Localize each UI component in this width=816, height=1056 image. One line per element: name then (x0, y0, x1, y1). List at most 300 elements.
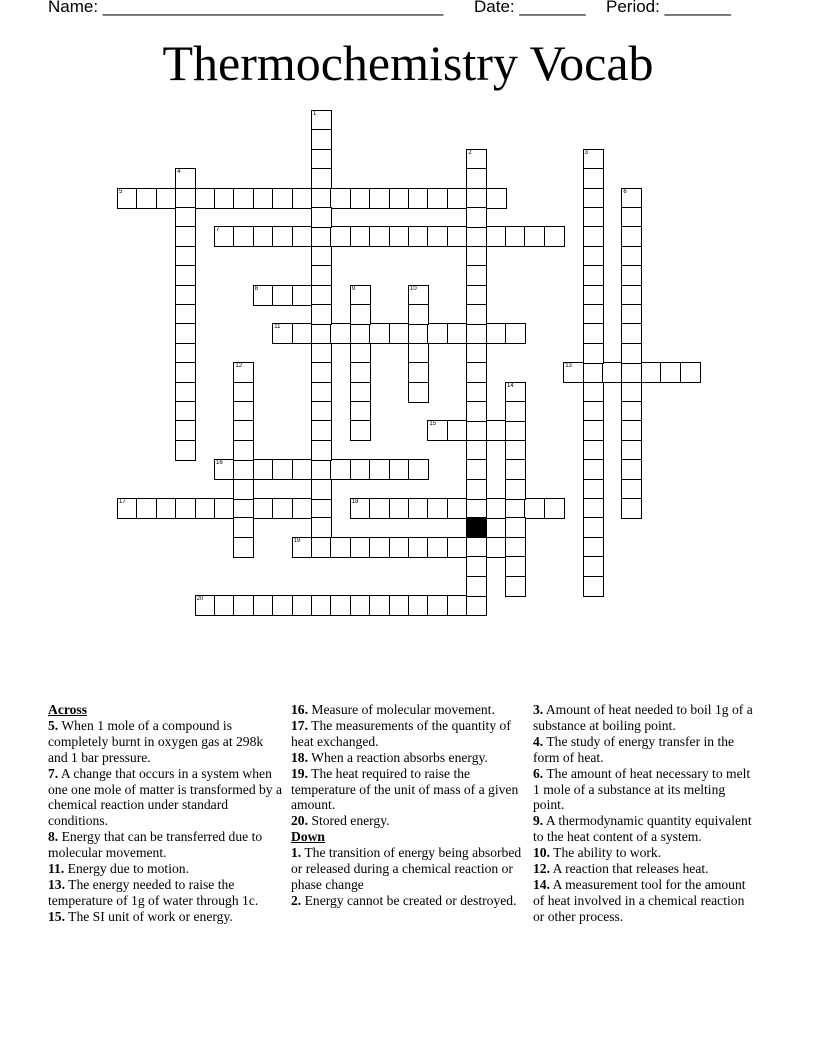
crossword-cell[interactable] (447, 420, 468, 441)
crossword-cell[interactable] (505, 401, 526, 422)
clue-text: Energy cannot be created or destroyed. (301, 892, 517, 908)
crossword-cell[interactable] (175, 343, 196, 364)
crossword-cell[interactable] (602, 362, 623, 383)
crossword-cell[interactable] (350, 498, 371, 519)
crossword-cell[interactable] (233, 401, 254, 422)
crossword-cell[interactable] (408, 382, 429, 403)
crossword-cell[interactable] (466, 246, 487, 267)
crossword-cell[interactable] (466, 188, 487, 209)
crossword-cell[interactable] (583, 498, 604, 519)
crossword-cell[interactable] (350, 420, 371, 441)
crossword-cell[interactable] (486, 188, 507, 209)
crossword-cell[interactable] (253, 226, 274, 247)
crossword-cell[interactable] (311, 226, 332, 247)
crossword-cell[interactable] (505, 479, 526, 500)
crossword-cell[interactable] (389, 188, 410, 209)
crossword-cell[interactable] (505, 459, 526, 480)
crossword-cell[interactable] (408, 323, 429, 344)
crossword-cell[interactable] (350, 537, 371, 558)
crossword-cell[interactable] (311, 479, 332, 500)
crossword-cell[interactable] (175, 304, 196, 325)
crossword-cell[interactable] (524, 498, 545, 519)
crossword-cell[interactable] (272, 226, 293, 247)
crossword-cell[interactable] (466, 149, 487, 170)
clue-number-label: 20 (196, 596, 204, 602)
crossword-cell[interactable] (466, 459, 487, 480)
clue-number: 17. (291, 717, 308, 733)
name-field-label: Name: ____________________________________ (48, 0, 444, 16)
clue-item (291, 845, 523, 893)
crossword-cell[interactable] (621, 323, 642, 344)
crossword-cell[interactable] (369, 188, 390, 209)
crossword-cell[interactable] (641, 362, 662, 383)
crossword-cell[interactable] (195, 595, 216, 616)
crossword-cell[interactable] (544, 498, 565, 519)
crossword-cell[interactable] (272, 498, 293, 519)
crossword-cell[interactable] (621, 459, 642, 480)
crossword-cell[interactable] (486, 323, 507, 344)
crossword-cell[interactable] (583, 420, 604, 441)
crossword-cell[interactable] (583, 246, 604, 267)
crossword-cell[interactable] (311, 265, 332, 286)
clue-number-label: 1 (313, 111, 317, 117)
crossword-cell[interactable] (233, 479, 254, 500)
crossword-cell[interactable] (408, 537, 429, 558)
clue-number-label: 9 (351, 285, 356, 292)
crossword-cell[interactable] (311, 382, 332, 403)
crossword-cell[interactable] (369, 595, 390, 616)
crossword-cell[interactable] (505, 440, 526, 461)
clue-number-label: 13 (565, 363, 572, 370)
clue-text: The heat required to raise the temperature of the unit of mass of a given amount. (291, 765, 519, 813)
crossword-cell[interactable] (466, 285, 487, 306)
crossword-cell[interactable] (466, 556, 487, 577)
crossword-cell[interactable] (583, 537, 604, 558)
crossword-cell[interactable] (486, 537, 507, 558)
crossword-cell[interactable] (389, 537, 410, 558)
crossword-cell[interactable] (233, 226, 254, 247)
crossword-cell[interactable] (292, 285, 313, 306)
crossword-cell[interactable] (427, 323, 448, 344)
crossword-cell[interactable] (466, 343, 487, 364)
clue-number: 18. (291, 749, 308, 765)
crossword-cell[interactable] (175, 265, 196, 286)
crossword-cell[interactable] (408, 226, 429, 247)
crossword-cell[interactable] (466, 323, 487, 344)
crossword-cell[interactable] (369, 226, 390, 247)
clue-item (48, 909, 284, 925)
crossword-cell[interactable] (175, 420, 196, 441)
crossword-cell[interactable] (408, 459, 429, 480)
crossword-cell[interactable] (583, 362, 604, 383)
crossword-cell[interactable] (350, 226, 371, 247)
crossword-cell[interactable] (350, 382, 371, 403)
clue-number: 14. (533, 876, 550, 892)
crossword-cell[interactable] (175, 188, 196, 209)
crossword-cell[interactable] (175, 323, 196, 344)
crossword-cell[interactable] (563, 362, 584, 383)
crossword-cell[interactable] (583, 265, 604, 286)
crossword-cell[interactable] (583, 459, 604, 480)
crossword-cell[interactable] (466, 226, 487, 247)
crossword-cell[interactable] (447, 595, 468, 616)
crossword-cell[interactable] (447, 323, 468, 344)
crossword-cell[interactable] (583, 323, 604, 344)
clue-text: A reaction that releases heat. (550, 861, 709, 877)
clue-number-label: 15 (429, 421, 437, 428)
crossword-cell[interactable] (505, 323, 526, 344)
clue-number: 7. (48, 765, 59, 781)
crossword-cell[interactable] (427, 537, 448, 558)
clue-text: When 1 mole of a compound is completely burnt in oxygen gas at 298k and 1 bar pressure. (48, 717, 264, 765)
clue-number-label: 14 (507, 382, 514, 389)
crossword-cell[interactable] (466, 595, 487, 616)
crossword-cell[interactable] (292, 226, 313, 247)
crossword-cell[interactable] (195, 188, 216, 209)
crossword-cell[interactable] (408, 304, 429, 325)
crossword-cell[interactable] (292, 188, 313, 209)
crossword-cell[interactable] (330, 323, 351, 344)
crossword-cell[interactable] (311, 517, 332, 538)
crossword-cell[interactable] (311, 207, 332, 228)
clue-text: A measurement tool for the amount of heat involved in a chemical reaction or other process. (533, 876, 746, 924)
crossword-cell[interactable] (389, 323, 410, 344)
crossword-cell[interactable] (272, 188, 293, 209)
crossword-cell[interactable] (389, 226, 410, 247)
clues-column-1 (48, 702, 284, 925)
crossword-cell[interactable] (583, 401, 604, 422)
crossword-cell[interactable] (621, 265, 642, 286)
crossword-cell[interactable] (583, 440, 604, 461)
crossword-cell[interactable] (621, 362, 642, 383)
crossword-cell[interactable] (311, 498, 332, 519)
crossword-cell[interactable] (427, 226, 448, 247)
clue-item (291, 702, 523, 718)
crossword-cell[interactable] (272, 595, 293, 616)
crossword-cell[interactable] (621, 207, 642, 228)
crossword-cell[interactable] (621, 304, 642, 325)
crossword-cell[interactable] (505, 576, 526, 597)
clue-number: 13. (48, 876, 65, 892)
crossword-cell[interactable] (583, 479, 604, 500)
crossword-cell[interactable] (350, 362, 371, 383)
crossword-cell[interactable] (253, 188, 274, 209)
crossword-cell[interactable] (233, 382, 254, 403)
crossword-cell[interactable] (583, 382, 604, 403)
crossword-cell[interactable] (311, 343, 332, 364)
date-field-label: Date: _______ (474, 0, 586, 16)
crossword-cell[interactable] (621, 343, 642, 364)
crossword-cell[interactable] (621, 226, 642, 247)
crossword-cell[interactable] (680, 362, 701, 383)
clue-number: 11. (48, 861, 65, 877)
crossword-cell[interactable] (214, 595, 235, 616)
crossword-cell[interactable] (447, 226, 468, 247)
crossword-cell[interactable] (311, 401, 332, 422)
crossword-cell[interactable] (408, 595, 429, 616)
crossword-cell[interactable] (505, 556, 526, 577)
crossword-cell[interactable] (583, 168, 604, 189)
crossword-cell[interactable] (292, 323, 313, 344)
crossword-cell[interactable] (253, 498, 274, 519)
crossword-cell[interactable] (330, 537, 351, 558)
crossword-cell[interactable] (505, 420, 526, 441)
crossword-cell[interactable] (311, 420, 332, 441)
crossword-cell[interactable] (505, 537, 526, 558)
crossword-cell[interactable] (583, 207, 604, 228)
crossword-cell[interactable] (505, 226, 526, 247)
crossword-cell[interactable] (466, 479, 487, 500)
crossword-cell[interactable] (583, 517, 604, 538)
crossword-cell[interactable] (311, 188, 332, 209)
crossword-cell[interactable] (311, 246, 332, 267)
crossword-cell[interactable] (117, 498, 138, 519)
crossword-cell[interactable] (233, 362, 254, 383)
crossword-cell[interactable] (408, 362, 429, 383)
crossword-cell[interactable] (621, 440, 642, 461)
crossword-cell[interactable] (350, 343, 371, 364)
crossword-cell[interactable] (389, 459, 410, 480)
crossword-cell[interactable] (233, 188, 254, 209)
crossword-cell[interactable] (292, 498, 313, 519)
crossword-cell[interactable] (369, 459, 390, 480)
crossword-cell[interactable] (233, 537, 254, 558)
clue-text: The study of energy transfer in the form of heat. (533, 733, 735, 765)
crossword-cell[interactable] (272, 323, 293, 344)
crossword-cell[interactable] (466, 207, 487, 228)
clue-number: 16. (291, 702, 308, 717)
clue-number-label: 5 (119, 188, 123, 195)
clue-text: A thermodynamic quantity equivalent to the heat content of a system. (533, 813, 752, 845)
crossword-cell[interactable] (311, 285, 332, 306)
crossword-cell[interactable] (350, 323, 371, 344)
clue-item (533, 813, 755, 845)
across-heading: Across (48, 702, 88, 717)
crossword-cell[interactable] (544, 226, 565, 247)
crossword-cell[interactable] (311, 595, 332, 616)
crossword-cell[interactable] (311, 537, 332, 558)
crossword-cell[interactable] (214, 459, 235, 480)
clue-number: 19. (291, 765, 308, 781)
blocked-cell (466, 517, 487, 538)
crossword-cell[interactable] (233, 595, 254, 616)
crossword-cell[interactable] (292, 595, 313, 616)
clue-number: 8. (48, 829, 59, 845)
clue-number-label: 10 (410, 285, 417, 292)
clues-column-2 (291, 702, 523, 909)
clue-number: 10. (533, 845, 550, 861)
crossword-cell[interactable] (505, 498, 526, 519)
crossword-cell[interactable] (466, 382, 487, 403)
crossword-cell[interactable] (583, 226, 604, 247)
crossword-cell[interactable] (447, 498, 468, 519)
crossword-cell[interactable] (427, 498, 448, 519)
clue-number: 5. (48, 717, 59, 733)
clue-list (291, 845, 523, 909)
clue-number: 2. (291, 892, 302, 908)
clue-number: 3. (533, 702, 544, 717)
clue-item (533, 702, 755, 734)
crossword-cell[interactable] (583, 343, 604, 364)
clue-list (48, 718, 284, 925)
crossword-cell[interactable] (214, 226, 235, 247)
crossword-cell[interactable] (292, 459, 313, 480)
crossword-cell[interactable] (621, 246, 642, 267)
crossword-cell[interactable] (621, 188, 642, 209)
clue-number: 9. (533, 813, 544, 829)
crossword-cell[interactable] (175, 382, 196, 403)
crossword-cell[interactable] (621, 420, 642, 441)
crossword-cell[interactable] (583, 576, 604, 597)
crossword-cell[interactable] (175, 246, 196, 267)
crossword-cell[interactable] (466, 401, 487, 422)
crossword-cell[interactable] (156, 188, 177, 209)
clue-number: 12. (533, 861, 550, 877)
crossword-cell[interactable] (466, 420, 487, 441)
crossword-cell[interactable] (486, 420, 507, 441)
crossword-cell[interactable] (350, 459, 371, 480)
crossword-cell[interactable] (408, 343, 429, 364)
crossword-cell[interactable] (447, 537, 468, 558)
clue-text: The SI unit of work or energy. (65, 908, 233, 924)
crossword-cell[interactable] (311, 323, 332, 344)
crossword-cell[interactable] (272, 285, 293, 306)
clue-item (48, 861, 284, 877)
crossword-cell[interactable] (175, 362, 196, 383)
crossword-cell[interactable] (369, 498, 390, 519)
crossword-cell[interactable] (253, 459, 274, 480)
crossword-cell[interactable] (466, 498, 487, 519)
crossword-cell[interactable] (214, 498, 235, 519)
crossword-cell[interactable] (117, 188, 138, 209)
clue-number: 4. (533, 733, 544, 749)
crossword-cell[interactable] (466, 265, 487, 286)
crossword-cell[interactable] (330, 226, 351, 247)
crossword-cell[interactable] (621, 401, 642, 422)
crossword-cell[interactable] (311, 362, 332, 383)
clue-item (48, 877, 284, 909)
crossword-cell[interactable] (466, 168, 487, 189)
crossword-cell[interactable] (330, 188, 351, 209)
crossword-cell[interactable] (369, 323, 390, 344)
crossword-cell[interactable] (175, 498, 196, 519)
crossword-cell[interactable] (369, 537, 390, 558)
crossword-cell[interactable] (350, 285, 371, 306)
crossword-cell[interactable] (583, 304, 604, 325)
crossword-cell[interactable] (175, 168, 196, 189)
crossword-cell[interactable] (660, 362, 681, 383)
crossword-cell[interactable] (505, 382, 526, 403)
crossword-cell[interactable] (330, 595, 351, 616)
crossword-cell[interactable] (505, 517, 526, 538)
crossword-cell[interactable] (311, 440, 332, 461)
clue-text: The energy needed to raise the temperature of 1g of water through 1c. (48, 876, 259, 908)
crossword-cell[interactable] (524, 226, 545, 247)
crossword-cell[interactable] (253, 285, 274, 306)
crossword-cell[interactable] (253, 595, 274, 616)
crossword-cell[interactable] (272, 459, 293, 480)
crossword-cell[interactable] (408, 188, 429, 209)
crossword-cell[interactable] (447, 188, 468, 209)
clue-item (48, 766, 284, 830)
crossword-cell[interactable] (466, 440, 487, 461)
crossword-cell[interactable] (175, 440, 196, 461)
crossword-cell[interactable] (427, 420, 448, 441)
crossword-cell[interactable] (486, 226, 507, 247)
clue-text: The ability to work. (550, 845, 662, 861)
crossword-cell[interactable] (389, 498, 410, 519)
crossword-cell[interactable] (583, 188, 604, 209)
clue-number-label: 16 (216, 460, 223, 467)
crossword-cell[interactable] (350, 595, 371, 616)
crossword-cell[interactable] (621, 285, 642, 306)
crossword-cell[interactable] (350, 401, 371, 422)
crossword-cell[interactable] (311, 110, 332, 131)
crossword-cell[interactable] (233, 440, 254, 461)
crossword-cell[interactable] (175, 207, 196, 228)
clue-number: 1. (291, 845, 302, 861)
crossword-cell[interactable] (621, 498, 642, 519)
crossword-cell[interactable] (621, 382, 642, 403)
crossword-cell[interactable] (408, 498, 429, 519)
crossword-cell[interactable] (233, 459, 254, 480)
crossword-cell[interactable] (136, 498, 157, 519)
crossword-cell[interactable] (175, 401, 196, 422)
clues-column-3 (533, 702, 755, 925)
crossword-cell[interactable] (466, 304, 487, 325)
crossword-cell[interactable] (233, 517, 254, 538)
crossword-cell[interactable] (175, 226, 196, 247)
clue-item (48, 829, 284, 861)
crossword-cell[interactable] (156, 498, 177, 519)
clue-text: Amount of heat needed to boil 1g of a substance at boiling point. (533, 702, 753, 733)
crossword-cell[interactable] (311, 459, 332, 480)
clue-number-label: 12 (235, 363, 243, 370)
crossword-cell[interactable] (195, 498, 216, 519)
crossword-cell[interactable] (330, 459, 351, 480)
crossword-cell[interactable] (311, 129, 332, 150)
crossword-cell[interactable] (292, 537, 313, 558)
crossword-cell[interactable] (350, 188, 371, 209)
clue-number-label: 2 (468, 149, 472, 156)
crossword-cell[interactable] (466, 362, 487, 383)
crossword-cell[interactable] (583, 285, 604, 306)
crossword-cell[interactable] (408, 285, 429, 306)
clue-item (533, 766, 755, 814)
crossword-cell[interactable] (233, 498, 254, 519)
crossword-cell[interactable] (583, 149, 604, 170)
clue-item (291, 766, 523, 814)
crossword-cell[interactable] (486, 498, 507, 519)
crossword-cell[interactable] (233, 420, 254, 441)
clue-item (48, 718, 284, 766)
crossword-cell[interactable] (466, 576, 487, 597)
crossword-cell[interactable] (175, 285, 196, 306)
crossword-cell[interactable] (311, 304, 332, 325)
crossword-cell[interactable] (621, 479, 642, 500)
crossword-cell[interactable] (311, 149, 332, 170)
crossword-cell[interactable] (466, 537, 487, 558)
crossword-cell[interactable] (350, 304, 371, 325)
crossword-cell[interactable] (389, 595, 410, 616)
crossword-cell[interactable] (583, 556, 604, 577)
crossword-cell[interactable] (427, 595, 448, 616)
crossword-cell[interactable] (214, 188, 235, 209)
clue-number-label: 17 (119, 499, 126, 505)
crossword-cell[interactable] (311, 168, 332, 189)
crossword-cell[interactable] (136, 188, 157, 209)
crossword-cell[interactable] (427, 188, 448, 209)
